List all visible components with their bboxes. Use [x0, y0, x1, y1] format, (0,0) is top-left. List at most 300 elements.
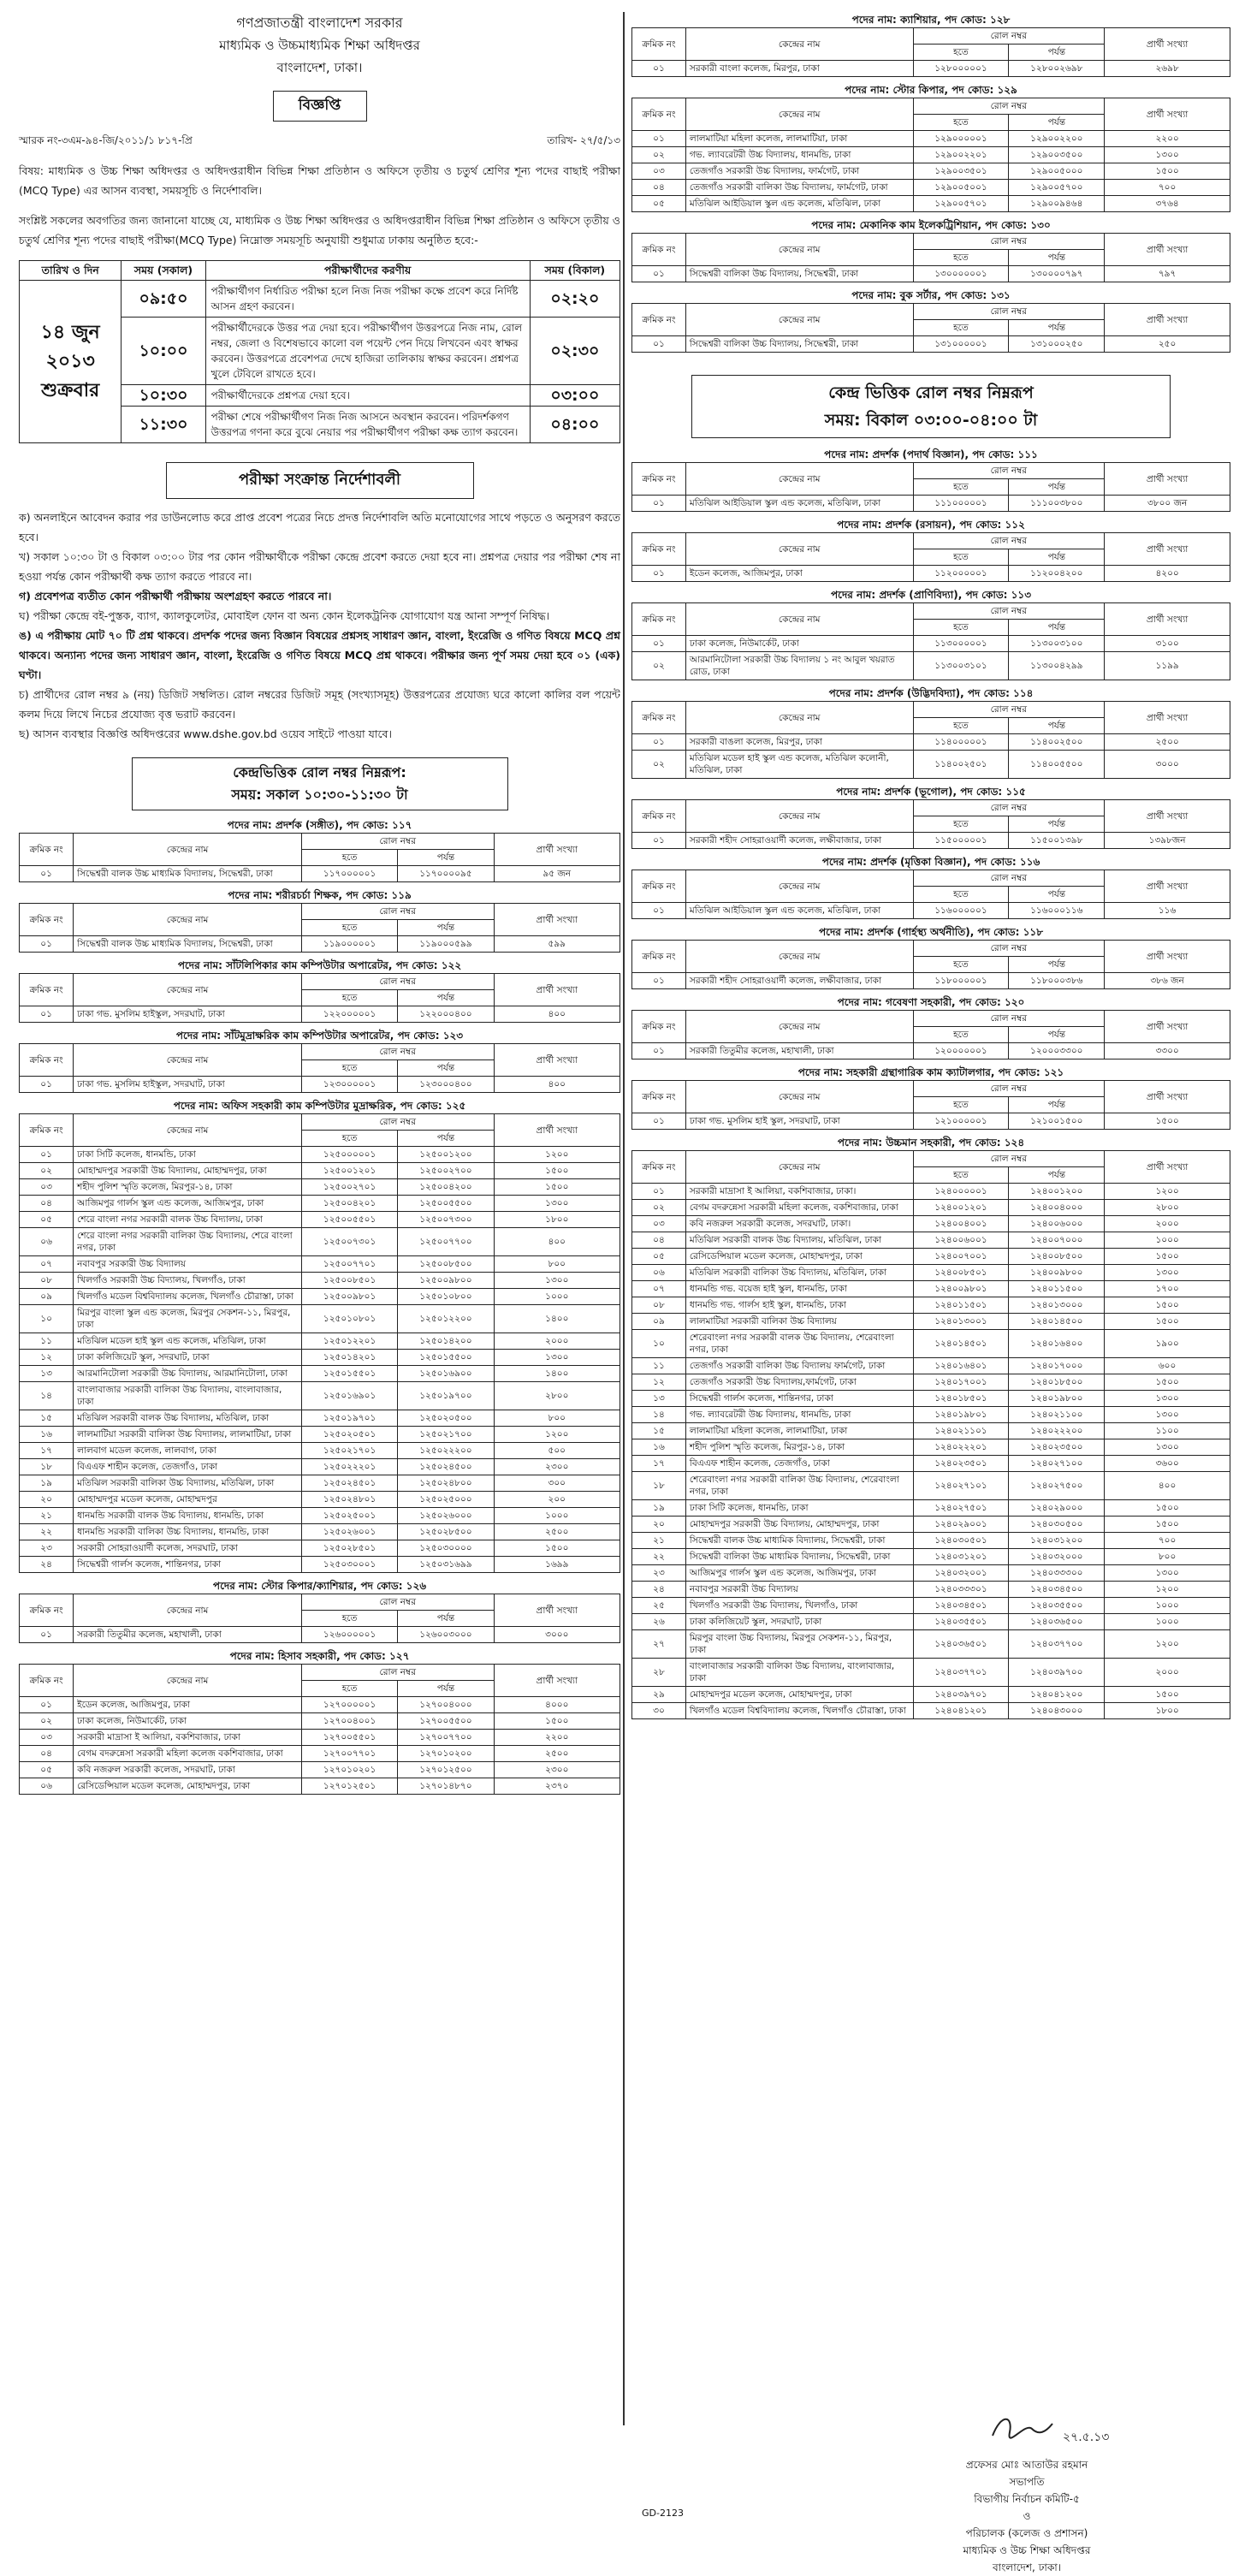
row-sl: ০৪ [632, 180, 686, 196]
ref-row [19, 134, 620, 151]
row-roll-to: ১২৬০০৩০০০ [398, 1627, 494, 1643]
row-center: সরকারী তিতুমীর কলেজ, মহাখালী, ঢাকা [74, 1627, 302, 1643]
row-count: ২৫০০ [1105, 734, 1230, 751]
row-roll-from: ১২৪০০৭০০১ [913, 1249, 1009, 1265]
row-center: মতিঝিল সরকারী বালিকা উচ্চ বিদ্যালয়, মতিঝিল, ঢাকা [685, 1265, 913, 1281]
row-count: ৮০০ [494, 1256, 620, 1273]
table-row [20, 1540, 620, 1557]
row-roll-to: ১২৭০১২৫০০ [398, 1762, 494, 1778]
row-roll-to: ১২৪০৩১২০০ [1009, 1533, 1105, 1549]
row-count: ৭৯৭ [1105, 266, 1230, 282]
row-count: ১১৯৯ [1105, 652, 1230, 680]
row-count: ১৮০০ [494, 1212, 620, 1228]
col-center: কেন্দ্রের নাম [74, 1044, 302, 1077]
row-center: আজিমপুর গার্লস স্কুল এন্ড কলেজ, আজিমপুর, ঢাকা [685, 1565, 913, 1582]
row-roll-from: ১২৪০২৭৫০১ [913, 1500, 1009, 1517]
row-roll-from: ১২৪০৩০৫০১ [913, 1533, 1009, 1549]
row-count: ৩০০০ [1105, 751, 1230, 779]
row-center: শেরেবাংলা নগর সরকারী বালিকা উচ্চ বিদ্যালয়, শেরেবাংলা নগর, ঢাকা [685, 1472, 913, 1500]
row-center: শহীদ পুলিশ স্মৃতি কলেজ, মিরপুর-১৪, ঢাকা [74, 1179, 302, 1196]
row-sl: ১৪ [632, 1407, 686, 1423]
col-roll: রোল নম্বর [913, 234, 1105, 250]
col-to: পর্যন্ত [398, 1131, 494, 1147]
post-title: পদের নাম: স্টোর কিপার, পদ কোড: ১২৯ [845, 84, 1017, 96]
row-roll-from: ১২৫০০২৭০১ [301, 1179, 397, 1196]
row-center: সরকারী মাদ্রাসা ই আলিয়া, বকশিবাজার, ঢাকা [74, 1730, 302, 1746]
table-row [20, 1179, 620, 1196]
memo-ref: স্মারক নং-৩এম-৯৪-জি/২০১১/১ ৮১৭-প্রি [19, 134, 193, 146]
post-title: পদের নাম: অফিস সহকারী কাম কম্পিউটার মুদ্রাক্ষরিক, পদ কোড: ১২৫ [173, 1100, 466, 1112]
row-roll-to: ১২৫০২৬০০০ [398, 1508, 494, 1524]
row-count: ৩৮০০ জন [1105, 496, 1230, 512]
col-count: প্রার্থী সংখ্যা [1105, 1151, 1230, 1184]
row-count: ১৬৯৯ [494, 1557, 620, 1573]
row-roll-to: ১২৩০০০৪০০ [398, 1077, 494, 1093]
row-count: ২২০০ [494, 1730, 620, 1746]
row-center: শেরে বাংলা নগর সরকারী বালিকা উচ্চ বিদ্যালয়, শেরে বাংলা নগর, ঢাকা [74, 1228, 302, 1256]
col-roll: রোল নম্বর [301, 1044, 494, 1060]
table-row [632, 61, 1230, 77]
row-sl: ০২ [632, 1200, 686, 1216]
table-row [632, 1439, 1230, 1456]
table-row [632, 751, 1230, 779]
row-center: বিএএফ শাহীন কলেজ, তেজগাঁও, ঢাকা [74, 1459, 302, 1475]
instruction-item: চ) প্রার্থীদের রোল নম্বর ৯ (নয়) ডিজিট সম্বলিত। রোল নম্বরের ডিজিট সমূহ (সংখ্যাসমূহ) উত্তরপত্রের প্রযোজ্য ঘরে কালো কালির বল পয়েন্ট কলম দিয়ে লিখে নিচের প্রযোজ্য বৃত্ত ভরাট করবেন। [19, 688, 620, 721]
post-title: পদের নাম: প্রদর্শক (গার্হস্থ্য অর্থনীতি), পদ কোড: ১১৮ [819, 926, 1043, 938]
col-roll: রোল নম্বর [913, 28, 1105, 45]
col-roll: রোল নম্বর [913, 1011, 1105, 1027]
table-row [20, 1006, 620, 1023]
post-table [631, 1080, 1230, 1130]
row-roll-from: ১২৫০৩০০০১ [301, 1557, 397, 1573]
row-sl: ১২ [20, 1350, 74, 1366]
row-roll-to: ১২৫০২৫০০০ [398, 1492, 494, 1508]
row-count: ১২০০ [1105, 1184, 1230, 1200]
post-table [19, 903, 620, 953]
col-count: প্রার্থী সংখ্যা [1105, 702, 1230, 734]
col-count: প্রার্থী সংখ্যা [1105, 870, 1230, 903]
row-center: বাংলাবাজার সরকারী বালিকা উচ্চ বিদ্যালয়, বাংলাবাজার, ঢাকা [685, 1659, 913, 1687]
row-count: ২৩৭০ [494, 1778, 620, 1795]
row-count: ৪০০ [494, 1077, 620, 1093]
row-count: ৪০০০ [494, 1697, 620, 1713]
row-roll-from: ১২৪০৩১২০১ [913, 1549, 1009, 1565]
col-from: হতে [913, 957, 1009, 973]
row-center: ঢাকা গভ. মুসলিম হাইস্কুল, সদরঘাট, ঢাকা [74, 1006, 302, 1023]
col-from: হতে [301, 850, 397, 866]
row-roll-to: ১২৪০৩০৫০০ [1009, 1517, 1105, 1533]
table-row [632, 163, 1230, 180]
col-roll: রোল নম্বর [913, 800, 1105, 816]
post-title: পদের নাম: ক্যাশিয়ার, পদ কোড: ১২৮ [851, 14, 1011, 26]
row-count: ১৫০০ [1105, 1517, 1230, 1533]
row-count: ২০০০ [1105, 1216, 1230, 1232]
row-count: ৯৫ জন [494, 866, 620, 882]
row-sl: ০৩ [632, 163, 686, 180]
sched-desc: পরীক্ষার্থীদেরকে প্রশ্নপত্র দেয়া হবে। [205, 385, 530, 407]
col-roll: রোল নম্বর [301, 834, 494, 850]
notice-title: বিজ্ঞপ্তি [273, 91, 367, 122]
col-roll: রোল নম্বর [913, 1151, 1105, 1167]
row-count: ৩৩০০ [1105, 1043, 1230, 1059]
table-row [632, 1391, 1230, 1407]
col-center: কেন্দ্রের নাম [685, 1011, 913, 1043]
col-from: হতে [913, 1027, 1009, 1043]
col-to: পর্যন্ত [1009, 1097, 1105, 1113]
row-roll-from: ১২৯০০০০০১ [913, 131, 1009, 147]
row-roll-to: ১২৪০১৮৫০০ [1009, 1374, 1105, 1391]
row-roll-to: ১২৫০৩১৬৯৯ [398, 1557, 494, 1573]
col-sl: ক্রমিক নং [632, 1011, 686, 1043]
row-center: ইডেন কলেজ, আজিমপুর, ঢাকা [685, 566, 913, 582]
exam-date: ১৪ জুন ২০১৩ শুক্রবার [20, 281, 122, 443]
row-sl: ০৬ [20, 1778, 74, 1795]
row-sl: ১৮ [632, 1472, 686, 1500]
col-center: কেন্দ্রের নাম [685, 1151, 913, 1184]
post-title: পদের নাম: সাঁটমুদ্রাক্ষরিক কাম কম্পিউটার অপারেটর, পদ কোড: ১২৩ [175, 1030, 464, 1042]
row-count: ২৬৯৮ [1105, 61, 1230, 77]
table-row [632, 1216, 1230, 1232]
row-sl: ০৩ [20, 1179, 74, 1196]
sched-time: ০২:৩০ [530, 318, 620, 385]
afternoon-box-line2: সময়: বিকাল ০৩:০০-০৪:০০ টা [824, 411, 1038, 430]
col-center: কেন্দ্রের নাম [685, 800, 913, 833]
row-roll-from: ১২৪০০৯৮০১ [913, 1281, 1009, 1297]
row-roll-to: ১২৫০২৪৮০০ [398, 1475, 494, 1492]
col-roll: রোল নম্বর [913, 533, 1105, 549]
row-roll-from: ১২৪০১৬৪০১ [913, 1358, 1009, 1374]
post-title: পদের নাম: হিসাব সহকারী, পদ কোড: ১২৭ [229, 1650, 410, 1662]
row-count: ২৫০ [1105, 336, 1230, 353]
post-title: পদের নাম: শরীরচর্চা শিক্ষক, পদ কোড: ১১৯ [228, 889, 412, 901]
signatory-name: প্রফেসর মোঃ আতাউর রহমান [965, 2459, 1088, 2471]
row-roll-from: ১২৪০০০০০১ [913, 1184, 1009, 1200]
row-roll-to: ১২৭০০৭৭০০ [398, 1730, 494, 1746]
location: বাংলাদেশ, ঢাকা। [276, 60, 363, 75]
row-sl: ০১ [632, 131, 686, 147]
table-row [20, 1459, 620, 1475]
row-count: ১৫০০ [1105, 1500, 1230, 1517]
row-count: ৩৮৬ জন [1105, 973, 1230, 989]
subject: বিষয়: মাধ্যমিক ও উচ্চ শিক্ষা অধিদপ্তর ও অধিদপ্তরাধীন বিভিন্ন শিক্ষা প্রতিষ্ঠান ও অফিসে তৃতীয় ও চতুর্থ শ্রেণির শূন্য পদের বাছাই পরীক্ষা (MCQ Type) এর আসন ব্যবস্থা, সময়সূচি ও নির্দেশাবলি। [19, 164, 620, 197]
row-sl: ০১ [20, 1077, 74, 1093]
row-roll-from: ১২৩০০০০০১ [301, 1077, 397, 1093]
row-count: ১০০০ [1105, 1232, 1230, 1249]
row-sl: ০৬ [20, 1228, 74, 1256]
row-center: ধানমন্ডি গভ. গার্লস হাই স্কুল, ধানমন্ডি, ঢাকা [685, 1297, 913, 1314]
row-roll-to: ১২৪০০১২০০ [1009, 1184, 1105, 1200]
row-count: ৫৯৯ [494, 936, 620, 953]
row-center: ঢাকা কলেজ, নিউমার্কেট, ঢাকা [685, 636, 913, 652]
post-table [631, 870, 1230, 919]
table-row [632, 1113, 1230, 1130]
row-center: লালমাটিয়া মহিলা কলেজ, লালমাটিয়া, ঢাকা [685, 1423, 913, 1439]
row-center: মিরপুর বাংলা উচ্চ বিদ্যালয়, মিরপুর সেকশন-১১, মিরপুর, ঢাকা [685, 1630, 913, 1659]
table-row [632, 1043, 1230, 1059]
col-count: প্রার্থী সংখ্যা [1105, 304, 1230, 336]
row-roll-to: ১৩০০০০৭৯৭ [1009, 266, 1105, 282]
row-roll-to: ১২৫০১৫৫০০ [398, 1350, 494, 1366]
col-sl: ক্রমিক নং [20, 904, 74, 936]
row-roll-to: ১২৪০২১১০০ [1009, 1407, 1105, 1423]
row-roll-from: ১২৪০০৮৫০১ [913, 1265, 1009, 1281]
sched-time: ১১:৩০ [122, 407, 205, 443]
table-row [632, 1265, 1230, 1281]
right-post-list-b [631, 447, 1230, 1719]
col-to: পর্যন্ত [1009, 320, 1105, 336]
table-row [632, 180, 1230, 196]
row-roll-from: ১২৫০১৪২০১ [301, 1350, 397, 1366]
post-title: পদের নাম: সহকারী গ্রন্থাগারিক কাম ক্যাটালগার, পদ কোড: ১২১ [797, 1066, 1064, 1078]
schedule-table [19, 260, 620, 443]
instructions-title: পরীক্ষা সংক্রান্ত নির্দেশাবলী [166, 462, 474, 499]
row-center: তেজগাঁও সরকারী উচ্চ বিদ্যালয়,ফার্মগেট, ঢাকা [685, 1374, 913, 1391]
col-sl: ক্রমিক নং [632, 870, 686, 903]
post-table [631, 532, 1230, 582]
col-sl: ক্রমিক নং [20, 1665, 74, 1697]
morning-box-line2: সময়: সকাল ১০:৩০-১১:৩০ টা [231, 786, 408, 803]
col-roll: রোল নম্বর [913, 304, 1105, 320]
table-row [20, 1333, 620, 1350]
row-roll-from: ১২৪০১৩০০১ [913, 1314, 1009, 1330]
afternoon-box-line1: কেন্দ্র ভিত্তিক রোল নম্বর নিম্নরূপ [828, 383, 1034, 402]
row-count: ১২০০ [1105, 1582, 1230, 1598]
row-sl: ১১ [20, 1333, 74, 1350]
col-sl: ক্রমিক নং [632, 1081, 686, 1113]
row-sl: ০২ [20, 1713, 74, 1730]
col-from: হতে [301, 990, 397, 1006]
instruction-item: ক) অনলাইনে আবেদন করার পর ডাউনলোড করে প্রাপ্ত প্রবেশ পত্রের নিচে প্রদত্ত নির্দেশাবলি অতি মনোযোগের সাথে পড়তে ও অনুসরণ করতে হবে। [19, 511, 620, 543]
row-roll-to: ১২৯০০২২০০ [1009, 131, 1105, 147]
row-count: ১৫০০ [1105, 1687, 1230, 1703]
col-roll: রোল নম্বর [301, 1665, 494, 1681]
table-row [632, 1659, 1230, 1687]
row-sl: ১৭ [20, 1443, 74, 1459]
row-sl: ২০ [20, 1492, 74, 1508]
morning-session-box [132, 757, 508, 810]
row-center: সরকারী তিতুমীর কলেজ, মহাখালী, ঢাকা [685, 1043, 913, 1059]
col-sl: ক্রমিক নং [632, 1151, 686, 1184]
col-center: কেন্দ্রের নাম [685, 304, 913, 336]
row-count: ৩৬০০ [1105, 1456, 1230, 1472]
row-center: শেরেবাংলা নগর সরকারী বালক উচ্চ বিদ্যালয়, শেরেবাংলা নগর, ঢাকা [685, 1330, 913, 1358]
row-center: ঢাকা কলিজিয়েট স্কুল, সদরঘাট, ঢাকা [685, 1614, 913, 1630]
row-roll-to: ১২৫০৩০০০০ [398, 1540, 494, 1557]
col-to: পর্যন্ত [1009, 115, 1105, 131]
row-sl: ২৪ [632, 1582, 686, 1598]
sched-desc: পরীক্ষার্থীগণ নির্ধারিত পরীক্ষা হলে নিজ নিজ পরীক্ষা কক্ষে প্রবেশ করে নির্দিষ্ট আসন গ্রহণ করবেন। [205, 281, 530, 318]
row-roll-from: ১২২০০০০০১ [301, 1006, 397, 1023]
table-row [20, 1627, 620, 1643]
table-row [20, 1163, 620, 1179]
instruction-item: ছ) আসন ব্যবস্থার বিজ্ঞপ্তি অধিদপ্তরের www.dshe.gov.bd ওয়েব সাইটে পাওয়া যাবে। [19, 727, 392, 740]
table-row [20, 1350, 620, 1366]
row-roll-to: ১২৫০১৬৯০০ [398, 1366, 494, 1382]
table-row [20, 1212, 620, 1228]
row-sl: ২৯ [632, 1687, 686, 1703]
govt-name: গণপ্রজাতন্ত্রী বাংলাদেশ সরকার [236, 15, 403, 31]
row-roll-from: ১২৭০০৪০০১ [301, 1713, 397, 1730]
table-row [632, 1200, 1230, 1216]
row-roll-from: ১২৪০০৬০০১ [913, 1232, 1009, 1249]
row-sl: ০৫ [20, 1212, 74, 1228]
col-center: কেন্দ্রের নাম [74, 1594, 302, 1627]
row-roll-from: ১২৪০৩৬৫০১ [913, 1630, 1009, 1659]
row-count: ২৩০০ [494, 1459, 620, 1475]
row-roll-to: ১২৯০০৫০০০ [1009, 163, 1105, 180]
table-row [632, 1232, 1230, 1249]
table-row [632, 1549, 1230, 1565]
row-center: মিরপুর বাংলা স্কুল এন্ড কলেজ, মিরপুর সেকশন-১১, মিরপুর, ঢাকা [74, 1305, 302, 1333]
table-row [20, 1557, 620, 1573]
table-row [632, 1184, 1230, 1200]
row-center: ধানমন্ডি সরকারী বালিকা উচ্চ বিদ্যালয়, ধানমন্ডি, ঢাকা [74, 1524, 302, 1540]
row-roll-to: ১২৪০৩৫৫০০ [1009, 1598, 1105, 1614]
col-count: প্রার্থী সংখ্যা [494, 834, 620, 866]
sched-h3: পরীক্ষার্থীদের করণীয় [205, 261, 530, 281]
sched-h4: সময় (বিকাল) [530, 261, 620, 281]
row-roll-to: ১২৫০০৭৭০০ [398, 1228, 494, 1256]
table-row [632, 652, 1230, 680]
row-center: সিদ্ধেশ্বরী বালিকা উচ্চ বিদ্যালয়, সিদ্ধেশ্বরী, ঢাকা [685, 336, 913, 353]
col-to: পর্যন্ত [1009, 1167, 1105, 1184]
row-sl: ১৯ [632, 1500, 686, 1517]
row-sl: ১১ [632, 1358, 686, 1374]
row-roll-from: ১২৫০২৮৫০১ [301, 1540, 397, 1557]
table-row [632, 973, 1230, 989]
row-roll-from: ১২৫০০০০০১ [301, 1147, 397, 1163]
row-center: সরকারী শহীদ সোহরাওয়ার্দী কলেজ, লক্ষীবাজার, ঢাকা [685, 833, 913, 849]
row-count: ১৩৯৮জন [1105, 833, 1230, 849]
row-roll-from: ১১৯০০০০০১ [301, 936, 397, 953]
row-center: মতিঝিল সরকারী বালক উচ্চ বিদ্যালয়, মতিঝিল, ঢাকা [74, 1410, 302, 1427]
row-sl: ১৬ [632, 1439, 686, 1456]
row-sl: ১৬ [20, 1427, 74, 1443]
col-to: পর্যন্ত [1009, 549, 1105, 566]
table-row [20, 1730, 620, 1746]
row-roll-from: ১১৮০০০০০১ [913, 973, 1009, 989]
row-roll-from: ১২৯০০৫০০১ [913, 180, 1009, 196]
table-row [20, 1147, 620, 1163]
table-row [632, 1297, 1230, 1314]
row-roll-from: ১২৫০২৪৫০১ [301, 1475, 397, 1492]
row-roll-from: ১২৫০২১৭০১ [301, 1443, 397, 1459]
row-sl: ০৯ [20, 1289, 74, 1305]
row-center: সিদ্ধেশ্বরী বালক উচ্চ মাধ্যমিক বিদ্যালয়, সিদ্ধেশ্বরী, ঢাকা [74, 866, 302, 882]
col-count: প্রার্থী সংখ্যা [1105, 234, 1230, 266]
col-to: পর্যন্ত [1009, 250, 1105, 266]
table-row [632, 1456, 1230, 1472]
row-count: ১৯০০ [1105, 1330, 1230, 1358]
col-count: প্রার্থী সংখ্যা [1105, 463, 1230, 496]
row-roll-to: ১২৫০১৯৭০০ [398, 1382, 494, 1410]
row-roll-from: ১২৫০১০৮০১ [301, 1305, 397, 1333]
col-count: প্রার্থী সংখ্যা [1105, 603, 1230, 636]
left-column [19, 0, 620, 1798]
row-roll-to: ১১৪০০৫৫০০ [1009, 751, 1105, 779]
row-center: আরমানিটোলা সরকারী উচ্চ বিদ্যালয়, আরমানিটোলা, ঢাকা [74, 1366, 302, 1382]
post-title: পদের নাম: স্টোর কিপার/ক্যাশিয়ার, পদ কোড: ১২৬ [212, 1580, 427, 1592]
col-from: হতে [913, 479, 1009, 496]
row-sl: ০৮ [20, 1273, 74, 1289]
row-count: ২২০০ [1105, 131, 1230, 147]
row-roll-to: ১২৯০০৫৭০০ [1009, 180, 1105, 196]
col-from: হতে [913, 816, 1009, 833]
row-center: নবাবপুর সরকারী উচ্চ বিদ্যালয় [685, 1582, 913, 1598]
row-sl: ১৭ [632, 1456, 686, 1472]
post-title: পদের নাম: উচ্চমান সহকারী, পদ কোড: ১২৪ [837, 1137, 1025, 1149]
row-count: ১৫০০ [494, 1179, 620, 1196]
row-roll-to: ১১৮০০০৩৮৬ [1009, 973, 1105, 989]
row-roll-to: ১২৫০০৫৫০০ [398, 1196, 494, 1212]
row-sl: ২৩ [632, 1565, 686, 1582]
row-roll-to: ১২৫০১৪২০০ [398, 1333, 494, 1350]
table-row [20, 1762, 620, 1778]
row-sl: ০১ [632, 61, 686, 77]
row-roll-to: ১১২০০৪২০০ [1009, 566, 1105, 582]
row-count: ৫০০ [494, 1443, 620, 1459]
row-roll-to: ১২৪০১৯৮০০ [1009, 1391, 1105, 1407]
row-center: মতিঝিল আইডিয়াল স্কুল এন্ড কলেজ, মতিঝিল, ঢাকা [685, 903, 913, 919]
left-post-list [19, 817, 620, 1795]
table-row [20, 1289, 620, 1305]
post-title: পদের নাম: প্রদর্শক (ভূগোল), পদ কোড: ১১৫ [836, 786, 1026, 798]
row-count: ৬০০ [1105, 1358, 1230, 1374]
row-center: সরকারী বাংলা কলেজ, মিরপুর, ঢাকা [685, 61, 913, 77]
right-post-list-a [631, 12, 1230, 353]
col-from: হতে [913, 887, 1009, 903]
sched-time: ০৯:৫০ [122, 281, 205, 318]
row-center: কবি নজরুল সরকারী কলেজ, সদরঘাট, ঢাকা [74, 1762, 302, 1778]
row-roll-to: ১২৫০০৭৩০০ [398, 1212, 494, 1228]
row-count: ১৩০০ [1105, 147, 1230, 163]
post-title: পদের নাম: গবেষণা সহকারী, পদ কোড: ১২০ [837, 996, 1025, 1008]
row-roll-from: ১২৪০০১২০১ [913, 1200, 1009, 1216]
col-sl: ক্রমিক নং [632, 304, 686, 336]
row-roll-from: ১২০০০০০০১ [913, 1043, 1009, 1059]
row-sl: ১৩ [632, 1391, 686, 1407]
row-sl: ০২ [20, 1163, 74, 1179]
table-row [20, 1443, 620, 1459]
row-center: বাংলাবাজার সরকারী বালিকা উচ্চ বিদ্যালয়, বাংলাবাজার, ঢাকা [74, 1382, 302, 1410]
row-sl: ২৫ [632, 1598, 686, 1614]
row-center: লালবাগ মডেল কলেজ, লালবাগ, ঢাকা [74, 1443, 302, 1459]
col-center: কেন্দ্রের নাম [685, 463, 913, 496]
col-to: পর্যন্ত [1009, 45, 1105, 61]
row-roll-from: ১২৪০৩৫৫০১ [913, 1614, 1009, 1630]
signatory-block [864, 2456, 1189, 2576]
row-roll-from: ১১৪০০০০০১ [913, 734, 1009, 751]
row-roll-to: ১২৯০০৯৪৬৪ [1009, 196, 1105, 212]
row-sl: ০২ [632, 652, 686, 680]
col-center: কেন্দ্রের নাম [74, 904, 302, 936]
row-roll-from: ১১২০০০০০১ [913, 566, 1009, 582]
row-roll-to: ১১৩০০৩১০০ [1009, 636, 1105, 652]
col-center: কেন্দ্রের নাম [685, 234, 913, 266]
row-roll-to: ১২৪০৪৩০০০ [1009, 1703, 1105, 1719]
row-count: ১৩০০ [1105, 1565, 1230, 1582]
table-row [632, 1630, 1230, 1659]
row-roll-from: ১২৫০০৫৫০১ [301, 1212, 397, 1228]
col-from: হতে [301, 1681, 397, 1697]
col-from: হতে [301, 1060, 397, 1077]
row-count: ১১৬ [1105, 903, 1230, 919]
row-center: তেজগাঁও সরকারী উচ্চ বিদ্যালয়, ফার্মগেট, ঢাকা [685, 163, 913, 180]
row-count: ১৮০০ [1105, 1703, 1230, 1719]
col-from: হতে [913, 1167, 1009, 1184]
row-roll-from: ১২৪০৩২০০১ [913, 1565, 1009, 1582]
row-sl: ২২ [20, 1524, 74, 1540]
